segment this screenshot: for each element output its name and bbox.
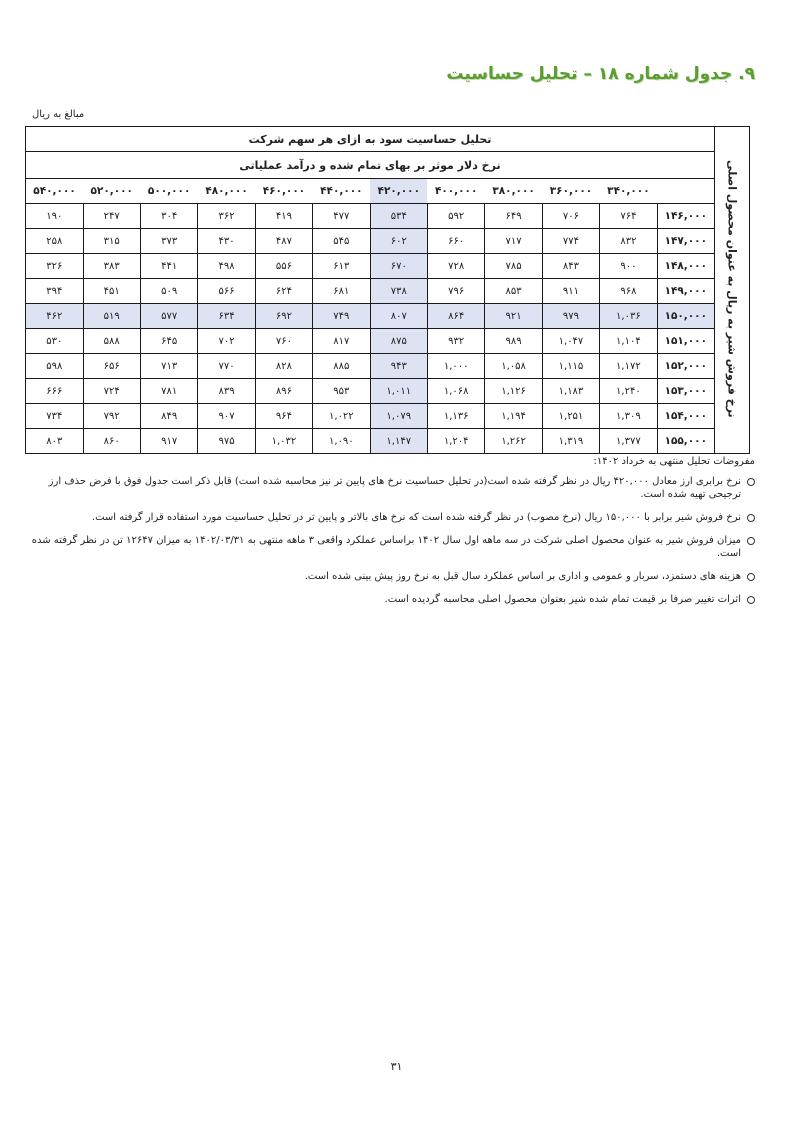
- table-cell: ۶۵۶: [83, 354, 140, 379]
- table-cell: ۱,۲۰۴: [427, 429, 484, 454]
- column-header: ۴۰۰,۰۰۰: [427, 179, 484, 204]
- currency-note: مبالغ به ریال: [32, 109, 85, 120]
- table-cell: ۷۹۲: [83, 404, 140, 429]
- list-item: [25, 475, 755, 501]
- table-row: [26, 329, 750, 354]
- column-header: ۴۶۰,۰۰۰: [255, 179, 312, 204]
- table-cell: ۵۸۸: [83, 329, 140, 354]
- table-cell: ۸۵۳: [485, 279, 542, 304]
- table-cell: ۱,۰۹۰: [313, 429, 370, 454]
- page-heading: ۹. جدول شماره ۱۸ – تحلیل حساسیت: [446, 64, 755, 84]
- table-cell: ۸۰۷: [370, 304, 427, 329]
- table-cell: ۴۸۷: [255, 229, 312, 254]
- table-cell: ۸۳۹: [198, 379, 255, 404]
- table-cell: ۷۳۸: [370, 279, 427, 304]
- table-cell: ۸۹۶: [255, 379, 312, 404]
- table-cell: ۳۲۶: [26, 254, 84, 279]
- table-cell: ۷۴۹: [313, 304, 370, 329]
- table-cell: ۱,۳۰۹: [600, 404, 657, 429]
- table-cell: ۱,۱۱۵: [542, 354, 599, 379]
- table-cell: ۶۶۶: [26, 379, 84, 404]
- table-cell: ۹۴۳: [370, 354, 427, 379]
- table-cell: ۸۳۲: [600, 229, 657, 254]
- table-cell: ۹۷۵: [198, 429, 255, 454]
- table-row: [26, 229, 750, 254]
- column-header: ۴۴۰,۰۰۰: [313, 179, 370, 204]
- table-cell: ۹۶۸: [600, 279, 657, 304]
- table-cell: ۶۲۴: [255, 279, 312, 304]
- table-row: [26, 429, 750, 454]
- table-cell: ۹۰۷: [198, 404, 255, 429]
- table-cell: ۴۹۸: [198, 254, 255, 279]
- table-cell: ۵۶۶: [198, 279, 255, 304]
- list-item: [25, 511, 755, 524]
- row-header: ۱۵۲,۰۰۰: [657, 354, 714, 379]
- bullet-icon: [747, 537, 755, 545]
- table-row: [26, 379, 750, 404]
- table-cell: ۱,۰۵۸: [485, 354, 542, 379]
- table-cell: ۸۴۳: [542, 254, 599, 279]
- table-cell: ۱,۰۴۷: [542, 329, 599, 354]
- table-cell: ۸۸۵: [313, 354, 370, 379]
- table-cell: ۹۵۳: [313, 379, 370, 404]
- table-cell: ۶۰۲: [370, 229, 427, 254]
- table-cell: ۵۳۴: [370, 204, 427, 229]
- sensitivity-table: [25, 126, 750, 454]
- table-cell: ۷۰۲: [198, 329, 255, 354]
- column-header: ۵۲۰,۰۰۰: [83, 179, 140, 204]
- table-row: [26, 254, 750, 279]
- list-item-text: میزان فروش شیر به عنوان محصول اصلی شرکت در سه ماهه اول سال ۱۴۰۲ براساس عملکرد واقعی ۳ ماهه منتهی به ۱۴۰۲/۰۳/۳۱ به میزان ۱۲۶۴۷ تن در نظر گرفته شده است.: [31, 535, 741, 559]
- table-cell: ۳۷۳: [140, 229, 197, 254]
- table-cell: ۷۶۴: [600, 204, 657, 229]
- table-cell: ۸۱۷: [313, 329, 370, 354]
- row-header: ۱۴۹,۰۰۰: [657, 279, 714, 304]
- table-cell: ۳۶۲: [198, 204, 255, 229]
- table-cell: ۸۶۴: [427, 304, 484, 329]
- table-row: [26, 204, 750, 229]
- table-cell: ۶۹۲: [255, 304, 312, 329]
- column-header: ۵۴۰,۰۰۰: [26, 179, 84, 204]
- table-cell: ۱,۱۹۴: [485, 404, 542, 429]
- table-cell: ۸۰۳: [26, 429, 84, 454]
- table-cell: ۴۱۹: [255, 204, 312, 229]
- table-cell: ۷۱۷: [485, 229, 542, 254]
- bullet-icon: [747, 573, 755, 581]
- table-cell: ۶۸۱: [313, 279, 370, 304]
- table-cell: ۱,۰۱۱: [370, 379, 427, 404]
- row-header: ۱۵۳,۰۰۰: [657, 379, 714, 404]
- page-number: ۳۱: [390, 1060, 403, 1073]
- row-header: ۱۴۶,۰۰۰: [657, 204, 714, 229]
- table-cell: ۷۶۰: [255, 329, 312, 354]
- table-row: [26, 404, 750, 429]
- table-cell: ۱,۰۷۹: [370, 404, 427, 429]
- table-cell: ۱,۱۴۷: [370, 429, 427, 454]
- table-cell: ۵۳۰: [26, 329, 84, 354]
- table-cell: ۱,۱۸۳: [542, 379, 599, 404]
- table-row: [26, 354, 750, 379]
- side-label-cell: [715, 127, 750, 454]
- table-cell: ۱,۱۷۲: [600, 354, 657, 379]
- table-cell: ۵۴۵: [313, 229, 370, 254]
- column-header-row: [26, 179, 750, 204]
- list-item-text: نرخ فروش شیر برابر با ۱۵۰,۰۰۰ ریال (نرخ مصوب) در نظر گرفته شده است که نرخ های بالاتر و پایین تر در تحلیل حساسیت مورد استفاده قرار گرفته است.: [91, 512, 741, 523]
- table-cell: ۹۸۹: [485, 329, 542, 354]
- table-cell: ۵۹۲: [427, 204, 484, 229]
- table-cell: ۹۱۷: [140, 429, 197, 454]
- table-cell: ۹۲۱: [485, 304, 542, 329]
- table-cell: ۱,۰۳۲: [255, 429, 312, 454]
- table-cell: ۸۲۸: [255, 354, 312, 379]
- table-cell: ۲۴۷: [83, 204, 140, 229]
- list-item: [25, 593, 755, 606]
- table-cell: ۷۱۳: [140, 354, 197, 379]
- table-cell: ۱,۰۳۶: [600, 304, 657, 329]
- table-cell: ۱,۰۲۲: [313, 404, 370, 429]
- table-cell: ۷۰۶: [542, 204, 599, 229]
- table-cell: ۶۷۰: [370, 254, 427, 279]
- table-cell: ۹۶۴: [255, 404, 312, 429]
- assumptions-notes: [25, 456, 755, 616]
- list-item-text: نرخ برابری ارز معادل ۴۲۰,۰۰۰ ریال در نظر گرفته شده است(در تحلیل حساسیت نرخ های پایین تر نیز محاسبه شده است) قابل ذکر است جدول فوق با فرض حذف ارز ترجیحی تهیه شده است.: [48, 476, 741, 500]
- table-cell: ۵۰۹: [140, 279, 197, 304]
- corner-cell: [657, 179, 714, 204]
- table-cell: ۷۲۸: [427, 254, 484, 279]
- assumptions-list: [25, 475, 755, 606]
- table-cell: ۷۷۰: [198, 354, 255, 379]
- table-cell: ۵۷۷: [140, 304, 197, 329]
- column-header: ۳۶۰,۰۰۰: [542, 179, 599, 204]
- table-cell: ۳۱۵: [83, 229, 140, 254]
- bullet-icon: [747, 514, 755, 522]
- table-cell: ۱,۳۱۹: [542, 429, 599, 454]
- table-cell: ۸۶۰: [83, 429, 140, 454]
- table-cell: ۸۷۵: [370, 329, 427, 354]
- table-cell: ۱,۱۳۶: [427, 404, 484, 429]
- table-cell: ۷۷۴: [542, 229, 599, 254]
- table-cell: ۱,۱۰۴: [600, 329, 657, 354]
- side-label: نرخ فروش شیر به ریال به عنوان محصول اصلی: [725, 159, 739, 418]
- table-cell: ۹۷۹: [542, 304, 599, 329]
- row-header: ۱۵۵,۰۰۰: [657, 429, 714, 454]
- table-cell: ۹۰۰: [600, 254, 657, 279]
- table-cell: ۵۱۹: [83, 304, 140, 329]
- table-cell: ۴۶۲: [26, 304, 84, 329]
- list-item-text: هزینه های دستمزد، سربار و عمومی و اداری بر اساس عملکرد سال قبل به نرخ روز پیش بینی شده است.: [304, 571, 741, 582]
- table-cell: ۷۳۴: [26, 404, 84, 429]
- row-header: ۱۵۱,۰۰۰: [657, 329, 714, 354]
- table-cell: ۱,۰۰۰: [427, 354, 484, 379]
- table-cell: ۶۶۰: [427, 229, 484, 254]
- table-cell: ۷۸۵: [485, 254, 542, 279]
- table-cell: ۴۵۱: [83, 279, 140, 304]
- column-header: ۳۴۰,۰۰۰: [600, 179, 657, 204]
- table-cell: ۵۵۶: [255, 254, 312, 279]
- table-cell: ۶۳۴: [198, 304, 255, 329]
- table-cell: ۱,۰۶۸: [427, 379, 484, 404]
- row-header: ۱۵۰,۰۰۰: [657, 304, 714, 329]
- row-header: ۱۴۷,۰۰۰: [657, 229, 714, 254]
- column-header: ۴۸۰,۰۰۰: [198, 179, 255, 204]
- assumptions-intro: مفروضات تحلیل منتهی به خرداد ۱۴۰۲:: [593, 456, 755, 467]
- table-title: تحلیل حساسیت سود به ازای هر سهم شرکت: [26, 127, 715, 152]
- row-header: ۱۵۴,۰۰۰: [657, 404, 714, 429]
- bullet-icon: [747, 596, 755, 604]
- table-cell: ۳۹۴: [26, 279, 84, 304]
- table-cell: ۷۸۱: [140, 379, 197, 404]
- table-cell: ۶۴۹: [485, 204, 542, 229]
- table-cell: ۶۴۵: [140, 329, 197, 354]
- bullet-icon: [747, 478, 755, 486]
- table-row: [26, 304, 750, 329]
- table-cell: ۴۴۱: [140, 254, 197, 279]
- table-row: [26, 279, 750, 304]
- table-cell: ۱,۳۷۷: [600, 429, 657, 454]
- row-header: ۱۴۸,۰۰۰: [657, 254, 714, 279]
- table-cell: ۲۵۸: [26, 229, 84, 254]
- table-cell: ۳۸۳: [83, 254, 140, 279]
- list-item: [25, 534, 755, 560]
- table-cell: ۱,۲۶۲: [485, 429, 542, 454]
- table-cell: ۱۹۰: [26, 204, 84, 229]
- table-cell: ۶۱۳: [313, 254, 370, 279]
- table-cell: ۴۳۰: [198, 229, 255, 254]
- table-cell: ۱,۱۲۶: [485, 379, 542, 404]
- table-cell: ۳۰۴: [140, 204, 197, 229]
- table-cell: ۹۱۱: [542, 279, 599, 304]
- list-item-text: اثرات تغییر صرفا بر قیمت تمام شده شیر بعنوان محصول اصلی محاسبه گردیده است.: [384, 594, 741, 605]
- table-cell: ۱,۲۴۰: [600, 379, 657, 404]
- table-subtitle: نرخ دلار موثر بر بهای تمام شده و درآمد عملیاتی: [26, 152, 715, 179]
- table-cell: ۷۹۶: [427, 279, 484, 304]
- table-cell: ۸۴۹: [140, 404, 197, 429]
- table-cell: ۴۷۷: [313, 204, 370, 229]
- table-cell: ۵۹۸: [26, 354, 84, 379]
- list-item: [25, 570, 755, 583]
- table-cell: ۹۳۲: [427, 329, 484, 354]
- table-cell: ۷۲۴: [83, 379, 140, 404]
- column-header: ۳۸۰,۰۰۰: [485, 179, 542, 204]
- column-header: ۴۲۰,۰۰۰: [370, 179, 427, 204]
- column-header: ۵۰۰,۰۰۰: [140, 179, 197, 204]
- table-cell: ۱,۲۵۱: [542, 404, 599, 429]
